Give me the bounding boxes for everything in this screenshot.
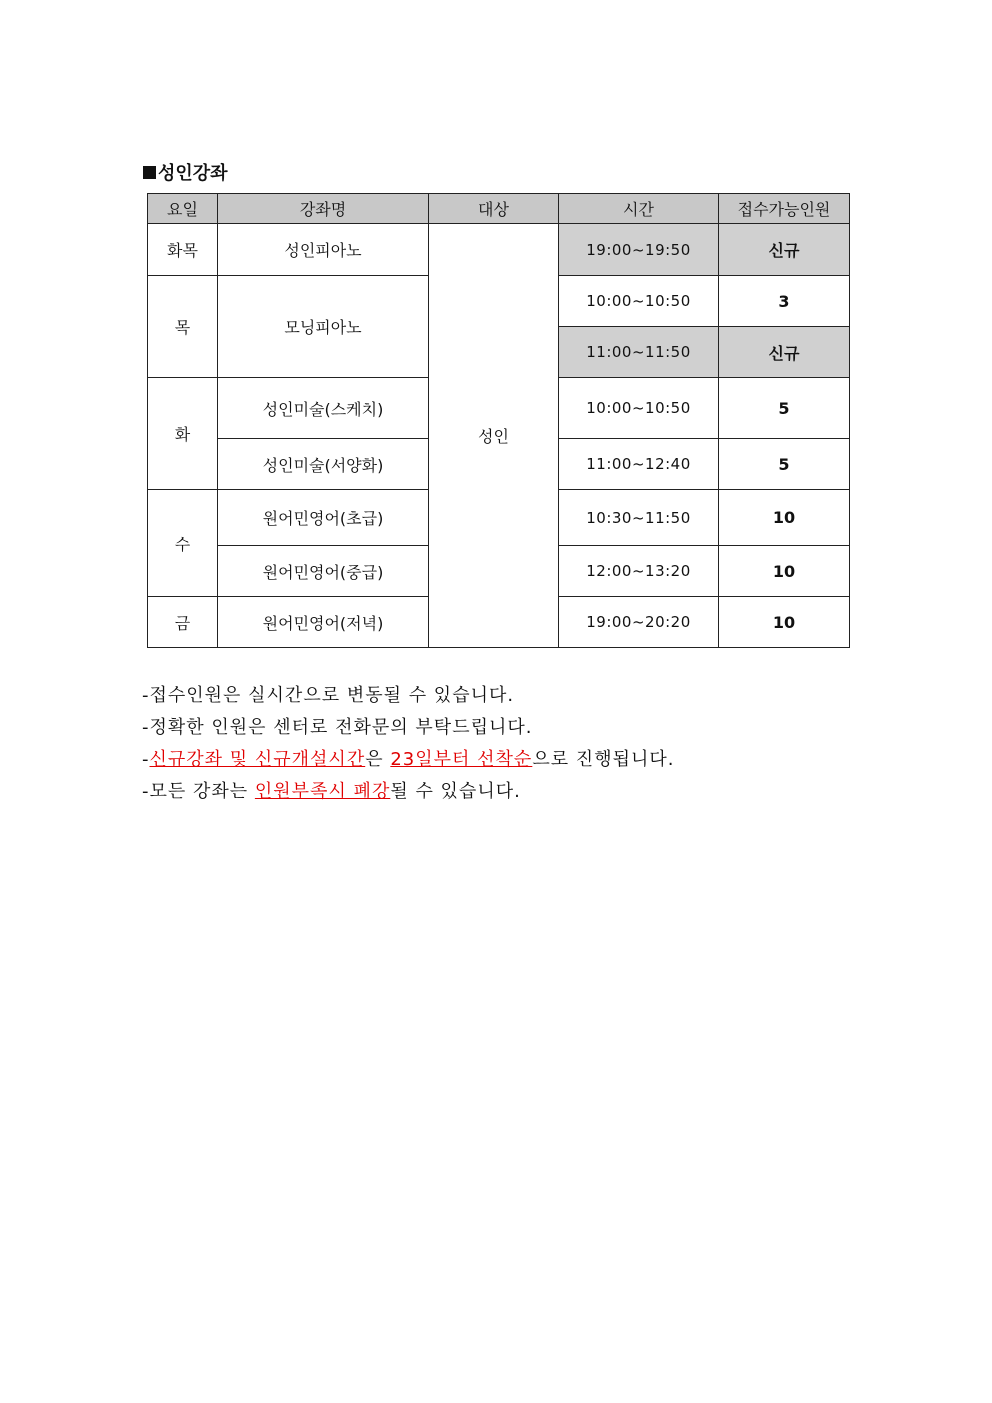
time-cell: 11:00~12:40: [559, 439, 719, 490]
capacity-cell: 10: [719, 597, 850, 648]
time-cell: 12:00~13:20: [559, 546, 719, 597]
note-line: -정확한 인원은 센터로 전화문의 부탁드립니다.: [142, 717, 533, 738]
note-line: [142, 744, 674, 776]
note-highlight: 신규강좌 및 신규개설시간: [149, 749, 366, 770]
day-cell: 금: [148, 597, 218, 648]
header-capacity: 접수가능인원: [719, 194, 850, 224]
course-cell: 원어민영어(저녁): [218, 597, 429, 648]
note-line: -접수인원은 실시간으로 변동될 수 있습니다.: [142, 685, 515, 706]
note-highlight: 인원부족시 폐강: [254, 781, 391, 802]
header-course: 강좌명: [218, 194, 429, 224]
course-cell: 성인피아노: [218, 224, 429, 276]
course-cell: 성인미술(스케치): [218, 378, 429, 439]
capacity-cell: 신규: [719, 327, 850, 378]
time-cell: 10:30~11:50: [559, 490, 719, 546]
day-cell: 화목: [148, 224, 218, 276]
day-cell: 화: [148, 378, 218, 490]
capacity-cell: 5: [719, 378, 850, 439]
note-text: -: [142, 749, 150, 770]
table-row: [148, 224, 850, 276]
capacity-cell: 10: [719, 490, 850, 546]
section-title: [143, 162, 228, 186]
section-title-text: 성인강좌: [158, 163, 228, 184]
note-text: 될 수 있습니다.: [390, 781, 521, 802]
course-cell: 모닝피아노: [218, 276, 429, 378]
black-square-icon: [143, 166, 156, 179]
note-line: [142, 776, 674, 808]
target-cell: 성인: [429, 224, 559, 648]
capacity-cell: 5: [719, 439, 850, 490]
capacity-cell: 10: [719, 546, 850, 597]
course-schedule-table: [147, 193, 850, 648]
time-cell: 10:00~10:50: [559, 378, 719, 439]
day-cell: 수: [148, 490, 218, 597]
capacity-cell: 3: [719, 276, 850, 327]
time-cell: 11:00~11:50: [559, 327, 719, 378]
time-cell: 19:00~19:50: [559, 224, 719, 276]
header-day: 요일: [148, 194, 218, 224]
note-text: 은: [365, 749, 391, 770]
note-highlight: 23일부터 선착순: [390, 749, 533, 770]
course-cell: 성인미술(서양화): [218, 439, 429, 490]
course-cell: 원어민영어(중급): [218, 546, 429, 597]
course-cell: 원어민영어(초급): [218, 490, 429, 546]
note-text: -모든 강좌는: [142, 781, 255, 802]
capacity-cell: 신규: [719, 224, 850, 276]
note-text: 으로 진행됩니다.: [532, 749, 675, 770]
notes-section: [142, 680, 674, 808]
table-header-row: [148, 194, 850, 224]
time-cell: 10:00~10:50: [559, 276, 719, 327]
header-target: 대상: [429, 194, 559, 224]
header-time: 시간: [559, 194, 719, 224]
time-cell: 19:00~20:20: [559, 597, 719, 648]
day-cell: 목: [148, 276, 218, 378]
